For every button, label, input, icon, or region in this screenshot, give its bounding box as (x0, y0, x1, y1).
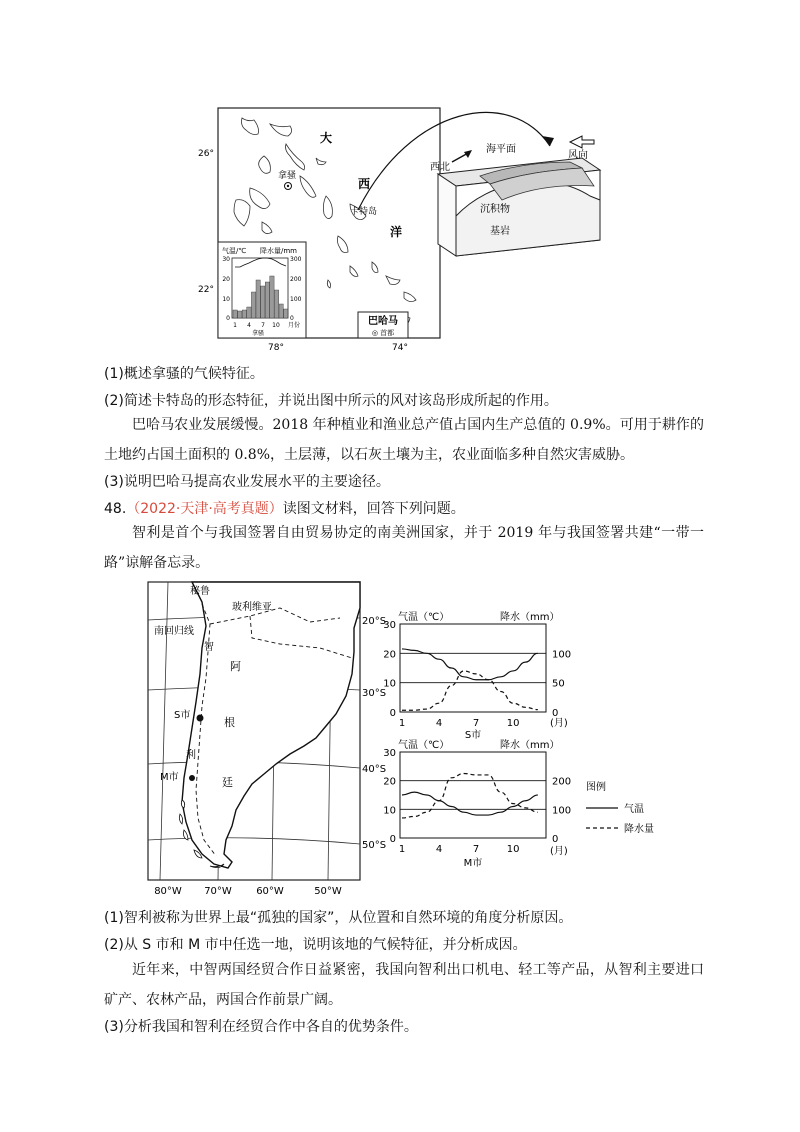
block-wind: 风向 (568, 150, 588, 161)
s-x-tick: 7 (472, 718, 480, 729)
q48-intro: 读图文材料，回答下列问题。 (282, 501, 465, 517)
legend-title: 图例 (586, 782, 606, 793)
cat-island-label: 卡特岛 (350, 207, 378, 217)
sea-label-2: 西 (358, 177, 371, 191)
m-precip-series (402, 774, 538, 818)
q48-3: (3)分析我国和智利在经贸合作中各自的优势条件。 (104, 1019, 418, 1035)
nassau-dot (287, 185, 289, 187)
capital-legend: ◎ 首都 (371, 329, 395, 337)
sea-label-1: 大 (320, 131, 333, 145)
lon-70w: 70°W (204, 886, 232, 897)
s-chart-precip-label: 降水（mm） (500, 612, 560, 623)
climo-city: 拿骚 (251, 330, 265, 337)
label-chile-2: 利 (186, 750, 196, 761)
q48-source: （2022·天津·高考真题） (126, 501, 283, 517)
label-peru: 秘鲁 (190, 586, 210, 597)
s-left-tick: 0 (389, 708, 396, 719)
m-x-tick: 10 (506, 844, 520, 855)
m-x-tick: 1 (398, 844, 406, 855)
s-chart-title: S市 (464, 730, 482, 741)
s-right-tick: 0 (552, 708, 559, 719)
s-city-label: S市 (174, 710, 191, 721)
q48-1: (1)智利被称为世界上最“孤独的国家”，从位置和自然环境的角度分析原因。 (104, 910, 573, 926)
lat-22-label: 22° (198, 285, 214, 295)
label-bolivia: 玻利维亚 (232, 602, 272, 613)
wind-arrow (570, 136, 594, 148)
m-chart-frame (400, 752, 546, 838)
climo-t-10: 10 (222, 296, 230, 303)
s-chart-temp-label: 气温（℃） (398, 612, 450, 623)
s-precip-series (402, 671, 538, 710)
s-chart-frame (400, 624, 546, 712)
climo-m-4: 4 (247, 322, 251, 329)
climo-t-0: 0 (226, 315, 230, 322)
chile-figure (140, 578, 670, 900)
climo-p-300: 300 (290, 256, 302, 263)
m-city-chart (383, 738, 571, 869)
chart-legend (586, 780, 654, 835)
nassau-label: 拿骚 (278, 171, 297, 181)
climo-m-1: 1 (233, 322, 237, 329)
climo-p-100: 100 (290, 296, 302, 303)
m-x-tick: 7 (472, 844, 480, 855)
q48-header (104, 499, 465, 519)
block-sea-level: 海平面 (486, 144, 516, 155)
q48-paragraph-2: 近年来，中智两国经贸合作日益紧密，我国向智利出口机电、轻工等产品，从智利主要进口矿产、农林产品，两国合作前景广阔。 (104, 962, 704, 1008)
s-x-tick: 4 (435, 718, 443, 729)
climo-p-200: 200 (290, 276, 302, 283)
s-right-tick: 100 (552, 649, 572, 661)
s-left-tick: 20 (383, 649, 396, 661)
s-right-tick: 50 (552, 678, 565, 690)
climo-m-7: 7 (261, 322, 265, 329)
q47-1: (1)概述拿骚的气候特征。 (104, 366, 264, 382)
climo-temp-label: 气温/℃ (222, 247, 247, 255)
s-chart-xunit: (月) (550, 718, 568, 729)
q48-2: (2)从 S 市和 M 市中任选一地，说明该地的气候特征，并分析成因。 (104, 937, 527, 953)
lat-40s: 40°S (362, 764, 387, 775)
q48-number: 48. (104, 501, 127, 517)
country-label: 巴哈马 (368, 316, 398, 327)
lon-78-label: 78° (268, 343, 284, 353)
m-city-dot (189, 775, 195, 781)
lat-20s: 20°S (362, 616, 387, 627)
block-northwest: 西北 (430, 162, 450, 173)
island-block-diagram (438, 158, 600, 256)
q47-2: (2)简述卡特岛的形态特征，并说出图中所示的风对该岛形成所起的作用。 (104, 393, 558, 409)
m-left-tick: 10 (383, 805, 396, 817)
m-city-label: M市 (160, 772, 179, 783)
s-city-dot (197, 715, 204, 722)
climo-precip-label: 降水量/mm (260, 247, 297, 255)
bahamas-figure (190, 96, 620, 356)
s-left-tick: 10 (383, 678, 396, 690)
s-x-tick: 10 (506, 718, 520, 729)
climo-t-20: 20 (222, 276, 230, 283)
m-left-tick: 0 (389, 834, 396, 845)
s-left-tick: 30 (383, 620, 396, 631)
lon-74-label: 74° (392, 343, 408, 353)
m-temp-series (402, 792, 538, 815)
legend-precip-label: 降水量 (624, 824, 654, 835)
m-chart-temp-label: 气温（℃） (398, 740, 450, 751)
climo-month-unit: 月份 (288, 322, 301, 329)
block-bedrock: 基岩 (490, 226, 510, 237)
m-right-tick: 0 (552, 834, 559, 845)
m-right-tick: 200 (552, 776, 572, 788)
q47-paragraph: 巴哈马农业发展缓慢。2018 年种植业和渔业总产值占国内生产总值的 0.9%。可用于耕作的土地约占国土面积的 0.8%，土层薄，以石灰土壤为主，农业面临多种自然灾害威胁。 (104, 417, 704, 463)
lat-30s: 30°S (362, 688, 387, 699)
label-argentina-3: 廷 (222, 776, 233, 789)
label-chile-1: 智 (204, 642, 214, 653)
q48-paragraph-1: 智利是首个与我国签署自由贸易协定的南美洲国家，并于 2019 年与我国签署共建“一带一路”谅解备忘录。 (104, 525, 704, 571)
lon-80w: 80°W (154, 886, 182, 897)
climo-m-10: 10 (272, 322, 280, 329)
m-x-tick: 4 (435, 844, 443, 855)
m-chart-xunit: (月) (550, 846, 568, 857)
m-chart-precip-label: 降水（mm） (500, 740, 560, 751)
legend-temp-label: 气温 (624, 804, 644, 815)
lon-60w: 60°W (256, 886, 284, 897)
s-x-tick: 1 (398, 718, 406, 729)
m-left-tick: 30 (383, 748, 396, 759)
q47-3: (3)说明巴哈马提高农业发展水平的主要途径。 (104, 474, 390, 490)
m-left-tick: 20 (383, 776, 396, 788)
lat-50s: 50°S (362, 840, 387, 851)
label-argentina-1: 阿 (230, 660, 241, 673)
sea-label-3: 洋 (390, 225, 403, 239)
climo-p-0: 0 (290, 315, 294, 322)
m-chart-title: M市 (463, 858, 483, 869)
lon-50w: 50°W (314, 886, 342, 897)
lat-26-label: 26° (198, 149, 214, 159)
climo-t-30: 30 (222, 256, 230, 263)
link-arrow-head (542, 136, 554, 146)
label-argentina-2: 根 (224, 716, 235, 729)
s-city-chart (383, 610, 571, 741)
block-sediment: 沉积物 (480, 204, 510, 215)
m-right-tick: 100 (552, 805, 572, 817)
label-tropic: 南回归线 (154, 626, 194, 637)
nassau-climograph (218, 242, 306, 338)
